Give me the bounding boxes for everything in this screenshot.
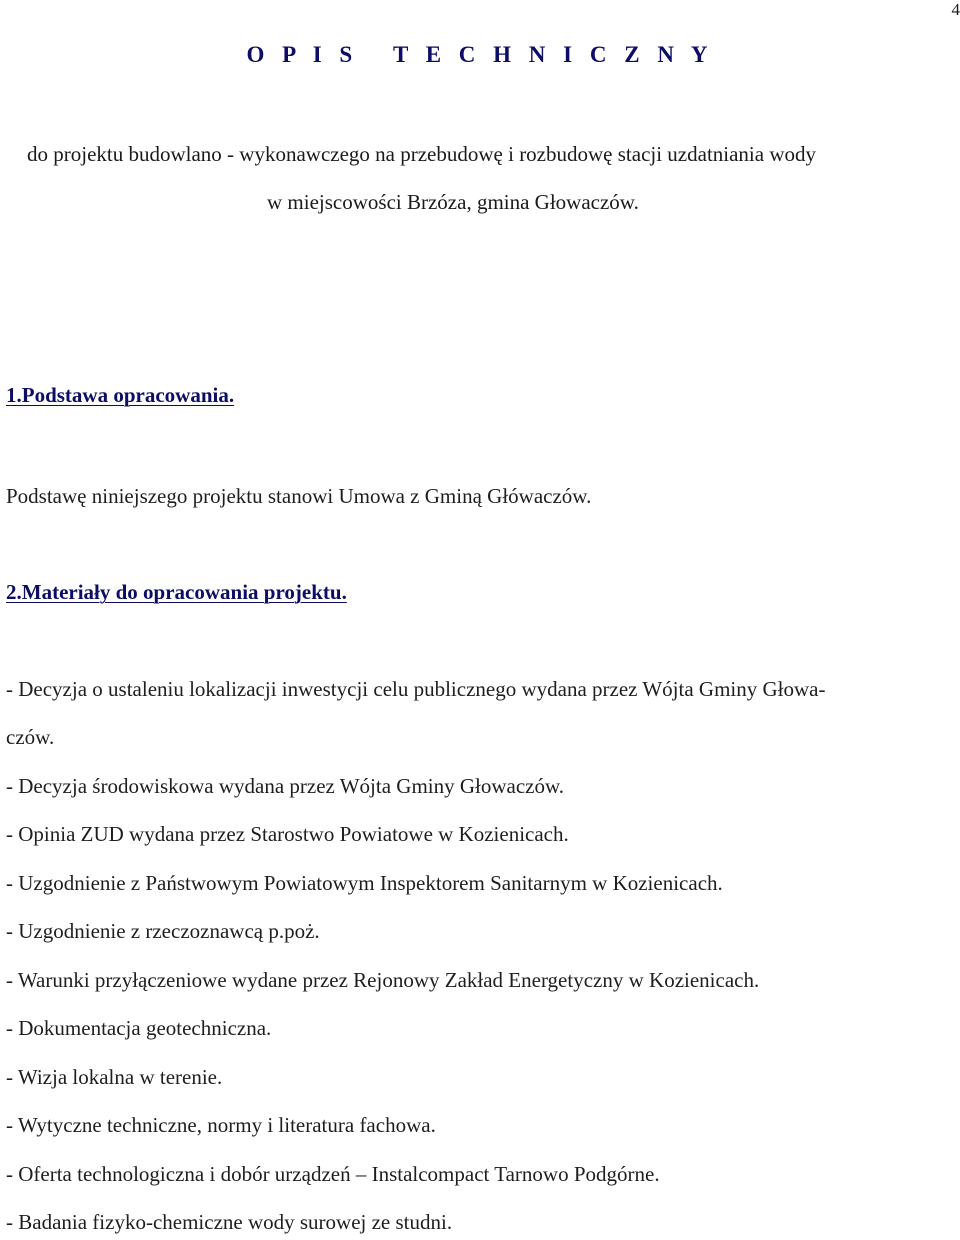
list-item: - Uzgodnienie z rzeczoznawcą p.poż. [6, 919, 320, 943]
list-item: - Decyzja o ustaleniu lokalizacji inwestycji celu publicznego wydana przez Wójta Gminy Głowa- [6, 677, 826, 701]
list-item: - Warunki przyłączeniowe wydane przez Rejonowy Zakład Energetyczny w Kozienicach. [6, 968, 760, 992]
section-heading-basis: 1.Podstawa opracowania. [6, 383, 235, 407]
list-item: - Dokumentacja geotechniczna. [6, 1016, 272, 1040]
list-item: czów. [6, 725, 55, 749]
subtitle-line-2: w miejscowości Brzóza, gmina Głowaczów. [267, 190, 639, 214]
list-item: - Decyzja środowiskowa wydana przez Wójta Gminy Głowaczów. [6, 774, 565, 798]
section-heading-materials: 2.Materiały do opracowania projektu. [6, 580, 347, 604]
section-text-basis: Podstawę niniejszego projektu stanowi Umowa z Gminą Główaczów. [6, 484, 592, 508]
subtitle-line-1: do projektu budowlano - wykonawczego na przebudowę i rozbudowę stacji uzdatniania wody [27, 142, 817, 166]
list-item: - Uzgodnienie z Państwowym Powiatowym Inspektorem Sanitarnym w Kozienicach. [6, 871, 723, 895]
page-number: 4 [951, 0, 960, 19]
list-item: - Wizja lokalna w terenie. [6, 1065, 223, 1089]
list-item: - Opinia ZUD wydana przez Starostwo Powiatowe w Kozienicach. [6, 822, 569, 846]
list-item: - Badania fizyko-chemiczne wody surowej ze studni. [6, 1210, 453, 1234]
document-title: O P I S T E C H N I C Z N Y [246, 42, 714, 67]
list-item: - Oferta technologiczna i dobór urządzeń – Instalcompact Tarnowo Podgórne. [6, 1162, 660, 1186]
list-item: - Wytyczne techniczne, normy i literatura fachowa. [6, 1113, 436, 1137]
